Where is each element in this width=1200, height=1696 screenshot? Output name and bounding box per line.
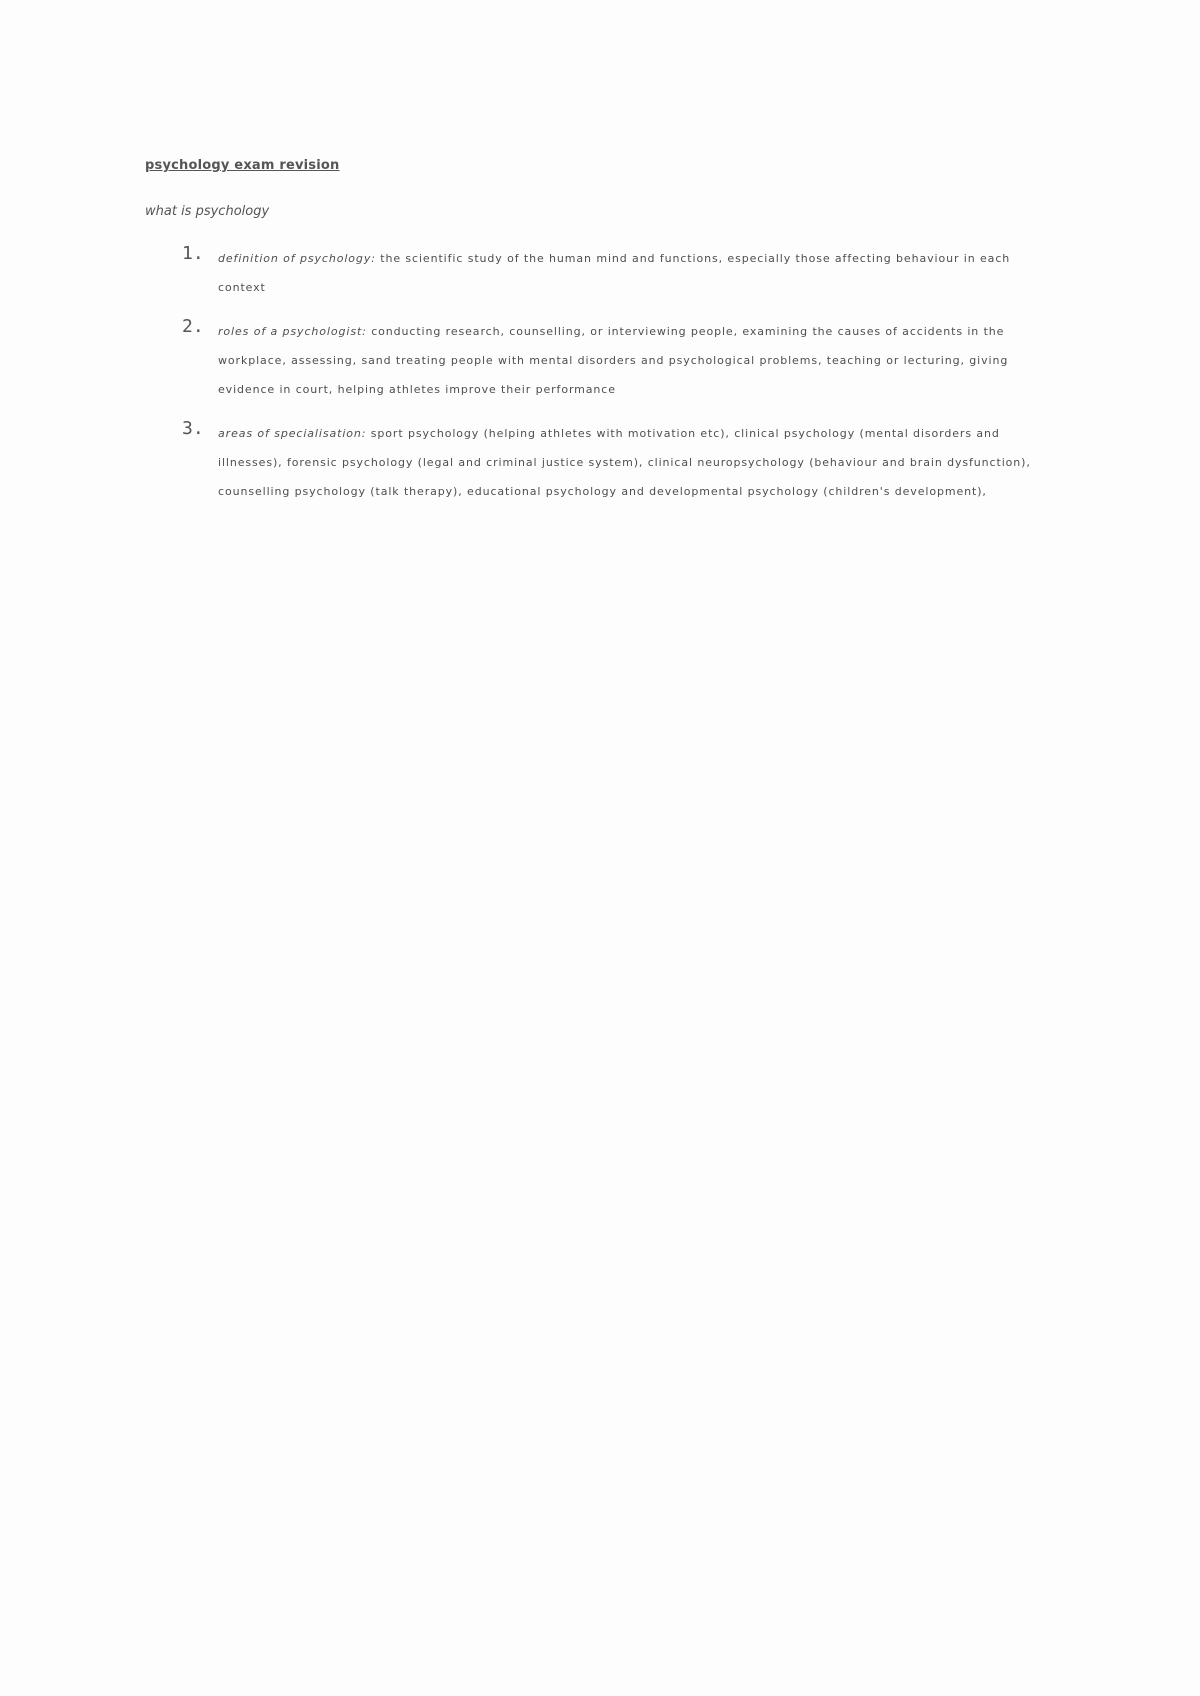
- document-title: psychology exam revision: [145, 158, 340, 173]
- list-item-term: definition of psychology:: [218, 252, 376, 265]
- list-item-term: areas of specialisation:: [218, 427, 367, 440]
- list-item: [180, 244, 1050, 302]
- section-heading: what is psychology: [145, 204, 270, 219]
- list-item-term: roles of a psychologist:: [218, 325, 367, 338]
- list-item-number: 2.: [182, 316, 204, 337]
- list-item-number: 1.: [182, 243, 204, 264]
- list-item: [180, 419, 1050, 506]
- list-item-text: sport psychology (helping athletes with motivation etc), clinical psychology (mental disorders and illnesses), forensic psychology (legal and criminal justice system), clinical neuropsychology (behaviour and brain dysfunction), counselling psychology (talk therapy), educational psychology and developmental psychology (children's development),: [218, 427, 1031, 498]
- list-item-number: 3.: [182, 418, 204, 439]
- list-item: [180, 317, 1050, 404]
- numbered-list: [180, 244, 1050, 521]
- list-item-text: the scientific study of the human mind and functions, especially those affecting behaviour in each context: [218, 252, 1011, 294]
- list-item-text: conducting research, counselling, or interviewing people, examining the causes of accidents in the workplace, assessing, sand treating people with mental disorders and psychological problems, teaching or lecturing, giving evidence in court, helping athletes improve their performance: [218, 325, 1009, 396]
